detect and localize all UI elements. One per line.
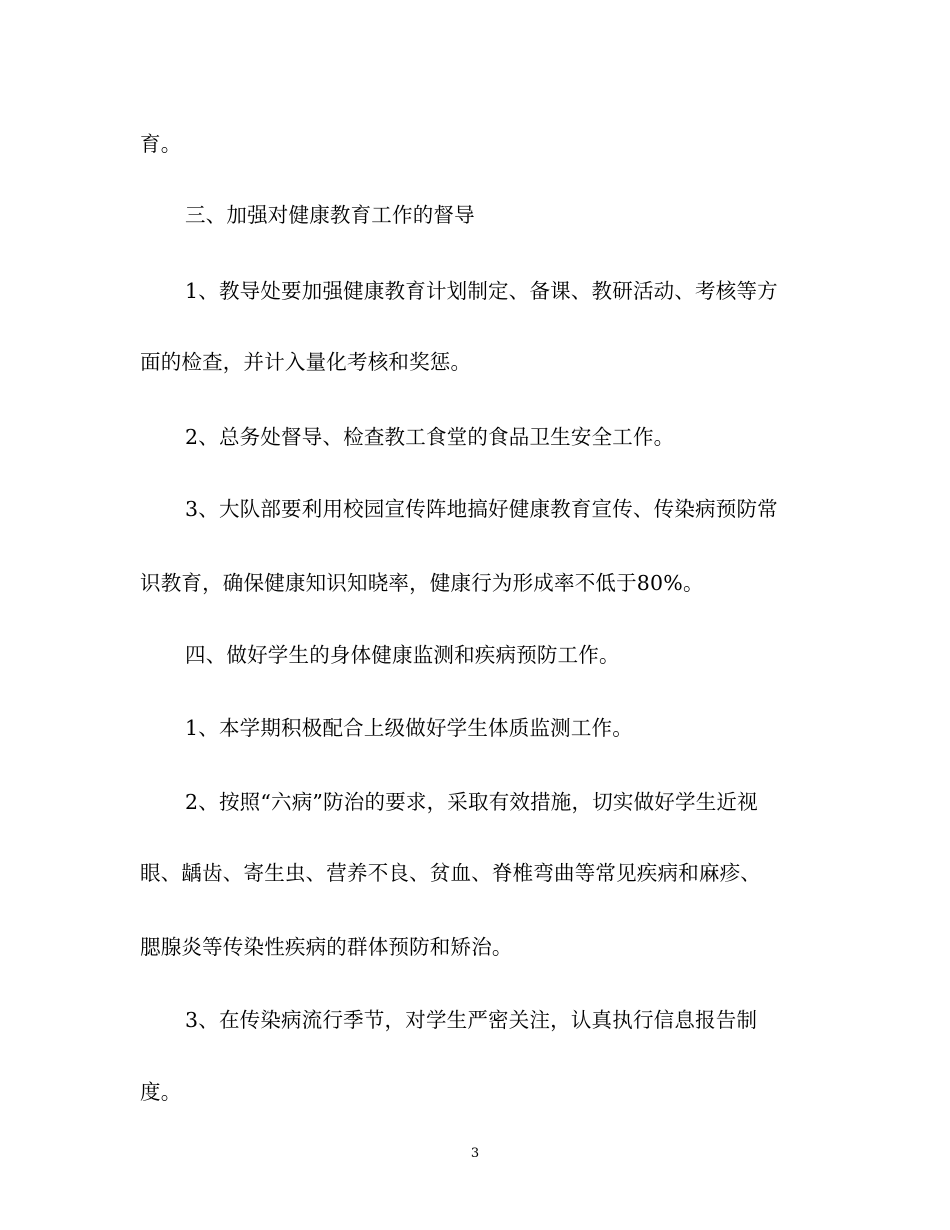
paragraph-3-1-line-1: 1、教导处要加强健康教育计划制定、备课、教研活动、考核等方 bbox=[185, 279, 778, 303]
section-heading-4: 四、做好学生的身体健康监测和疾病预防工作。 bbox=[185, 643, 620, 667]
text-line-continuation: 育。 bbox=[140, 132, 182, 156]
paragraph-4-3-line-2: 度。 bbox=[140, 1080, 182, 1104]
paragraph-3-1-line-2: 面的检查，并计入量化考核和奖惩。 bbox=[140, 350, 472, 374]
paragraph-3-3-line-2: 识教育，确保健康知识知晓率，健康行为形成率不低于80%。 bbox=[140, 571, 704, 595]
paragraph-4-2-line-2: 眼、龋齿、寄生虫、营养不良、贫血、脊椎弯曲等常见疾病和麻疹、 bbox=[140, 861, 761, 885]
paragraph-4-1: 1、本学期积极配合上级做好学生体质监测工作。 bbox=[185, 716, 633, 740]
paragraph-3-2: 2、总务处督导、检查教工食堂的食品卫生安全工作。 bbox=[185, 425, 675, 449]
paragraph-4-2-line-1: 2、按照“六病”防治的要求，采取有效措施，切实做好学生近视 bbox=[185, 790, 758, 814]
paragraph-4-3-line-1: 3、在传染病流行季节，对学生严密关注，认真执行信息报告制 bbox=[185, 1008, 758, 1032]
paragraph-3-3-line-1: 3、大队部要利用校园宣传阵地搞好健康教育宣传、传染病预防常 bbox=[185, 497, 778, 521]
page-number: 3 bbox=[470, 1146, 480, 1161]
section-heading-3: 三、加强对健康教育工作的督导 bbox=[185, 203, 475, 227]
paragraph-4-2-line-3: 腮腺炎等传染性疾病的群体预防和矫治。 bbox=[140, 935, 513, 959]
